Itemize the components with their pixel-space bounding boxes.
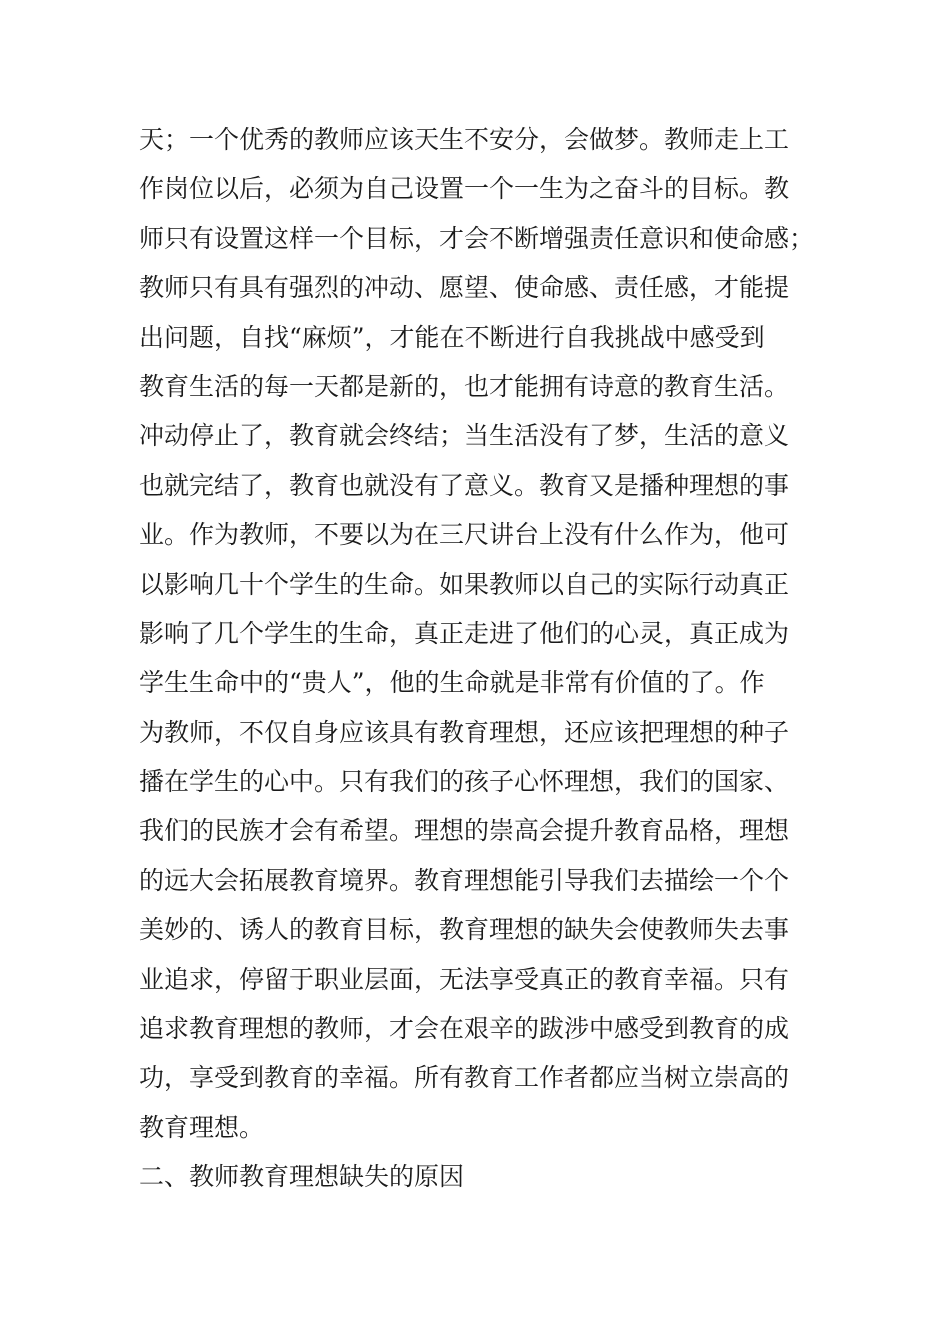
body-text bbox=[139, 115, 819, 1202]
text-line-3: 师只有设置这样一个目标，才会不断增强责任意识和使命感； bbox=[139, 223, 815, 253]
text-line-6: 教育生活的每一天都是新的，也才能拥有诗意的教育生活。 bbox=[139, 371, 790, 401]
text-line-8: 也就完结了，教育也就没有了意义。教育又是播种理想的事 bbox=[139, 470, 790, 500]
text-line-18: 业追求，停留于职业层面，无法享受真正的教育幸福。只有 bbox=[139, 964, 790, 994]
text-line-2: 作岗位以后，必须为自己设置一个一生为之奋斗的目标。教 bbox=[139, 174, 790, 204]
text-line-20: 功，享受到教育的幸福。所有教育工作者都应当树立崇高的 bbox=[139, 1063, 790, 1093]
text-line-13: 为教师，不仅自身应该具有教育理想，还应该把理想的种子 bbox=[139, 717, 790, 747]
text-line-4: 教师只有具有强烈的冲动、愿望、使命感、责任感，才能提 bbox=[139, 273, 790, 303]
text-line-19: 追求教育理想的教师，才会在艰辛的跋涉中感受到教育的成 bbox=[139, 1014, 790, 1044]
text-line-21: 教育理想。 bbox=[139, 1112, 265, 1142]
text-line-5: 出问题，自找“麻烦”，才能在不断进行自我挑战中感受到 bbox=[139, 322, 765, 352]
text-line-1: 天；一个优秀的教师应该天生不安分，会做梦。教师走上工 bbox=[139, 125, 790, 154]
section-heading: 二、教师教育理想缺失的原因 bbox=[139, 1162, 465, 1192]
text-line-16: 的远大会拓展教育境界。教育理想能引导我们去描绘一个个 bbox=[139, 865, 790, 895]
text-line-12: 学生生命中的“贵人”，他的生命就是非常有价值的了。作 bbox=[139, 668, 765, 698]
text-line-14: 播在学生的心中。只有我们的孩子心怀理想，我们的国家、 bbox=[139, 767, 790, 797]
text-line-10: 以影响几十个学生的生命。如果教师以自己的实际行动真正 bbox=[139, 569, 790, 599]
text-line-9: 业。作为教师，不要以为在三尺讲台上没有什么作为，他可 bbox=[139, 520, 790, 550]
text-line-11: 影响了几个学生的生命，真正走进了他们的心灵，真正成为 bbox=[139, 618, 790, 648]
text-line-7: 冲动停止了，教育就会终结；当生活没有了梦，生活的意义 bbox=[139, 421, 790, 451]
text-line-15: 我们的民族才会有希望。理想的崇高会提升教育品格，理想 bbox=[139, 816, 790, 846]
text-line-17: 美妙的、诱人的教育目标，教育理想的缺失会使教师失去事 bbox=[139, 915, 790, 945]
